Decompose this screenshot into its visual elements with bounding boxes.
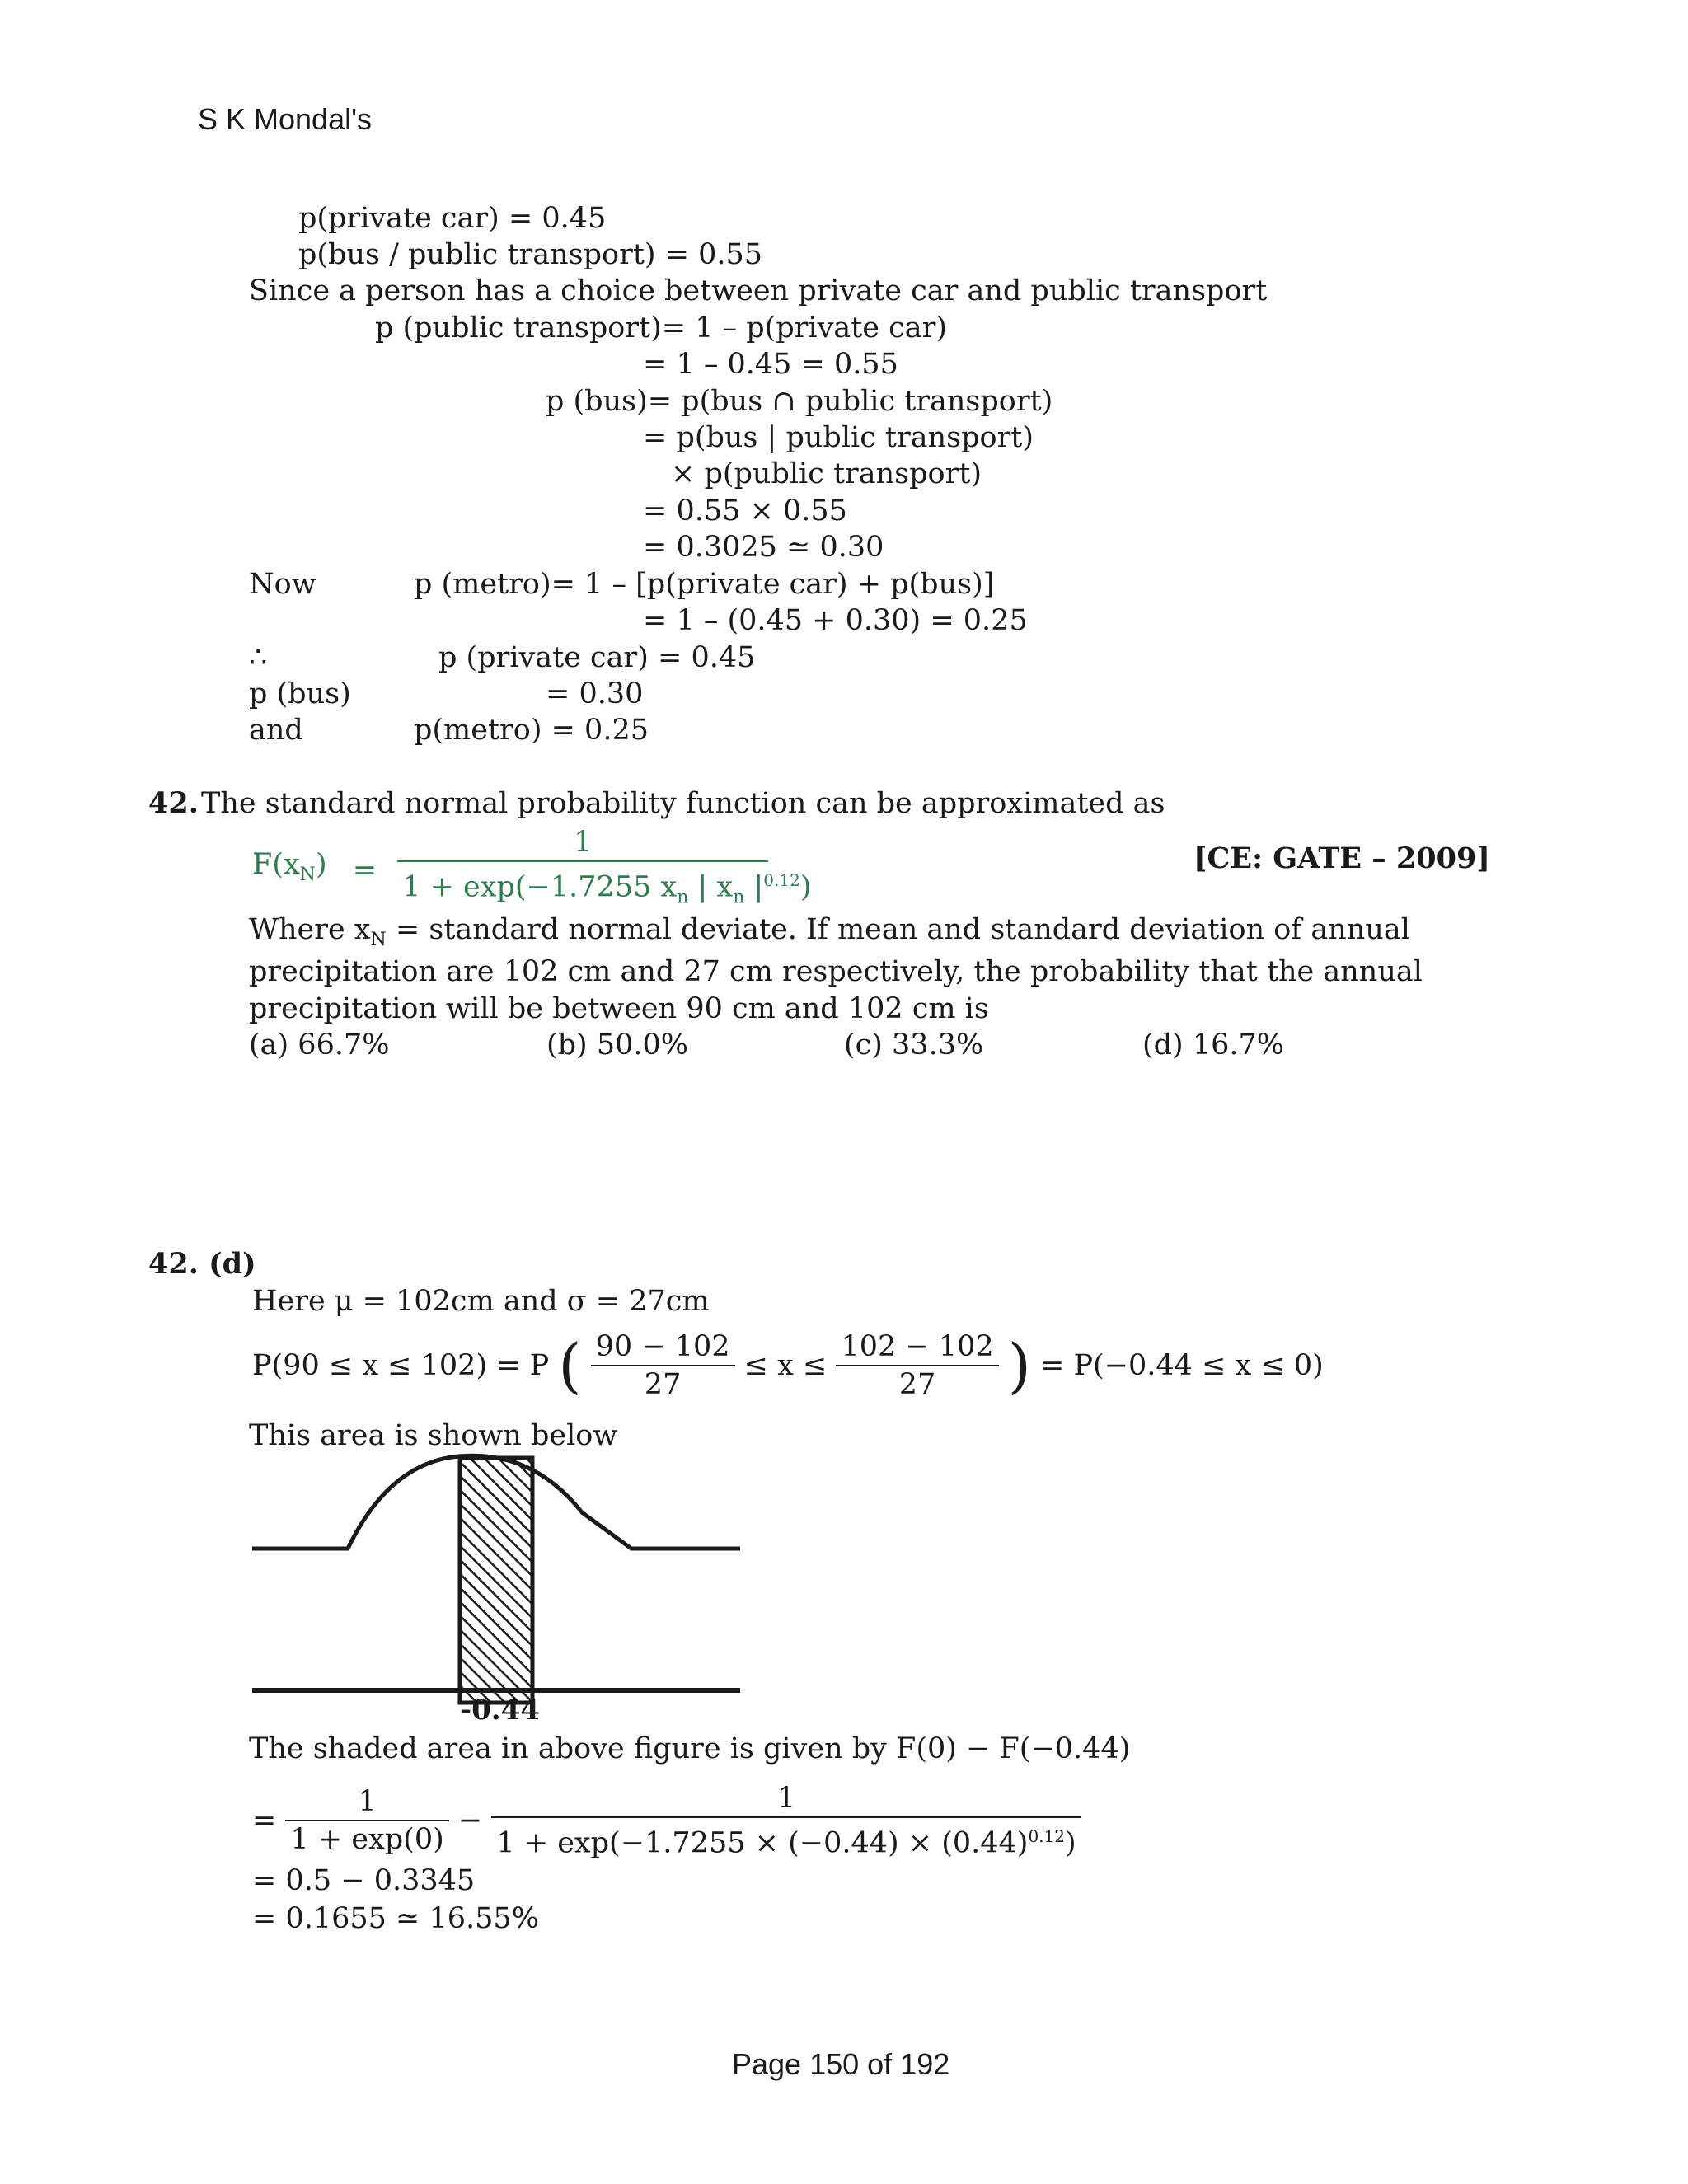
solution-line: = 1 – (0.45 + 0.30) = 0.25 [643,604,1028,637]
page-number: Page 150 of 192 [732,2047,950,2081]
question-text-line: precipitation are 102 cm and 27 cm respectively, the probability that the annual [249,955,1423,988]
solution-line: p (bus) [249,677,351,710]
answer-label: 42. (d) [148,1247,256,1281]
shaded-area [460,1458,532,1703]
source-tag: [CE: GATE – 2009] [1193,841,1490,875]
area-calculation: = $\frac{1}{1 + \exp(0)}$ − $\frac{1}{1 + \exp(-1.7255 \times (-0.44) \times (0.44)^{0.12})}$ [252,1780,1081,1862]
solution-line: = p(bus | public transport) [643,421,1034,454]
question-stem: The standard normal probability function can be approximated as [201,787,1165,820]
solution-line: and [249,714,303,747]
option-c: (c) 33.3% [844,1029,984,1062]
probability-formula: $F(x_N)$ = $\frac{1}{1 + \exp(-1.7255 x_n | x_n |^{0.12})}$ [252,826,812,908]
figure-label: -0.44 [460,1694,540,1727]
result-line: = 0.1655 ≃ 16.55% [252,1902,539,1935]
probability-equation: P(90 ≤ x ≤ 102) = P ( $\frac{90 - 102}{27}$ ≤ x ≤ $\frac{102 - 102}{27}$ ) = P(−0.44 ≤ x ≤ 0) [252,1330,1324,1401]
solution-line: p (bus)= p(bus ∩ public transport) [546,385,1053,418]
result-line: = 0.5 − 0.3345 [252,1864,476,1897]
solution-line: = 1 – 0.45 = 0.55 [643,348,898,381]
solution-line: = 0.30 [546,677,644,710]
solution-line: p (private car) = 0.45 [438,641,756,674]
solution-line: p(metro) = 0.25 [414,714,649,747]
solution-line: Since a person has a choice between private car and public transport [249,274,1268,307]
solution-line: p (metro)= 1 – [p(private car) + p(bus)] [414,568,995,601]
given-values: Here μ = 102cm and σ = 27cm [252,1285,710,1318]
option-a: (a) 66.7% [249,1029,390,1062]
shaded-area-text: The shaded area in above figure is given by F(0) − F(−0.44) [249,1732,1131,1765]
question-text-line: Where $x_N$ = standard normal deviate. If mean and standard deviation of annual [249,913,1410,950]
option-d: (d) 16.7% [1142,1029,1285,1062]
area-text: This area is shown below [249,1419,618,1452]
option-b: (b) 50.0% [546,1029,689,1062]
solution-line: = 0.3025 ≃ 0.30 [643,531,884,564]
header-author: S K Mondal's [198,102,372,136]
solution-line: Now [249,568,316,601]
solution-line: p(bus / public transport) = 0.55 [298,238,763,271]
solution-line: p(private car) = 0.45 [298,202,607,235]
solution-line: = 0.55 × 0.55 [643,494,847,527]
normal-curve-figure [247,1446,750,1727]
therefore-symbol: ∴ [249,641,268,674]
solution-line: p (public transport)= 1 – p(private car) [375,312,948,344]
question-text-line: precipitation will be between 90 cm and 102 cm is [249,992,989,1025]
solution-line: × p(public transport) [671,457,982,490]
question-number: 42. [148,786,199,820]
